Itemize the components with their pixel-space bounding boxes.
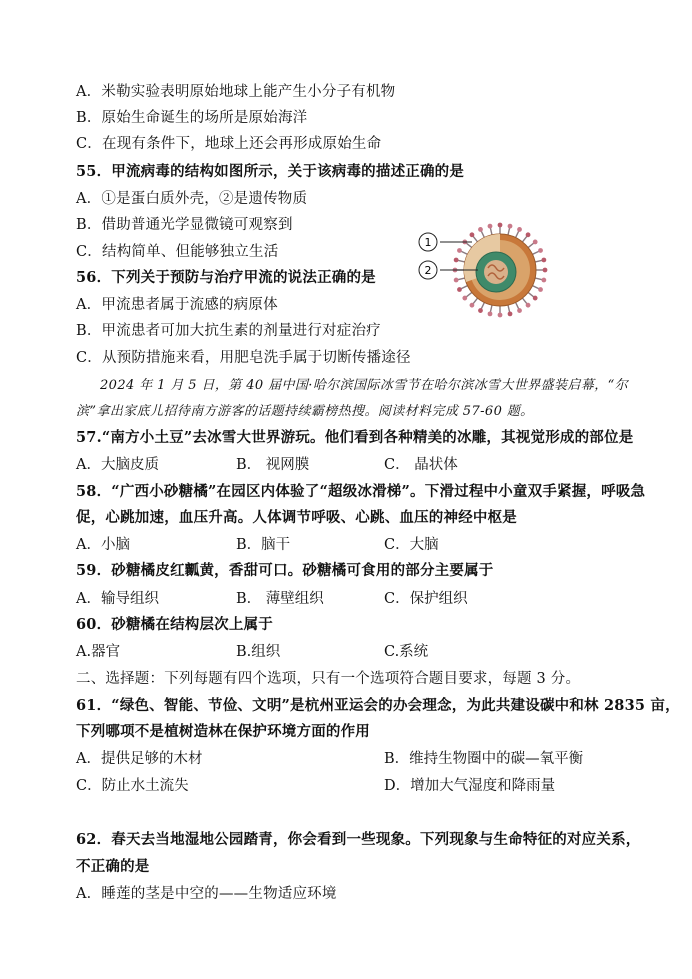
- question-57: 57.“南方小土豆”去冰雪大世界游玩。他们看到各种精美的冰雕，其视觉形成的部位是: [76, 429, 634, 446]
- question-62-line1: 62．春天去当地湿地公园踏青，你会看到一些现象。下列现象与生命特征的对应关系，: [76, 831, 641, 848]
- question-56: 56．下列关于预防与治疗甲流的说法正确的是: [76, 269, 376, 286]
- spike-head: [541, 258, 546, 263]
- reading-passage-line2: 滨”拿出家底儿招待南方游客的话题持续霸榜热搜。阅读材料完成 57-60 题。: [76, 404, 534, 419]
- question-57-option-c: C． 晶状体: [384, 457, 458, 473]
- question-58-option-a: A．小脑: [76, 537, 130, 553]
- option-line: A．米勒实验表明原始地球上能产生小分子有机物: [76, 84, 396, 100]
- spike-head: [454, 258, 459, 263]
- virus-diagram-svg: [410, 222, 550, 322]
- question-55: 55．甲流病毒的结构如图所示，关于该病毒的描述正确的是: [76, 163, 465, 180]
- spike-head: [526, 232, 531, 237]
- spike-head: [498, 313, 503, 318]
- spike-head: [478, 227, 483, 232]
- question-61-option-d: D．增加大气湿度和降雨量: [384, 778, 556, 794]
- spike-head: [517, 308, 522, 313]
- virus-inner-material: [484, 260, 508, 284]
- spike-head: [538, 248, 543, 253]
- spike-head: [457, 248, 462, 253]
- spike-head: [457, 287, 462, 292]
- question-55-option-b: B．借助普通光学显微镜可观察到: [76, 217, 293, 233]
- spike-head: [533, 296, 538, 301]
- question-59: 59．砂糖橘皮红瓤黄，香甜可口。砂糖橘可食用的部分主要属于: [76, 562, 494, 579]
- question-58-option-b: B．脑干: [236, 537, 291, 553]
- question-58-line2: 促，心跳加速，血压升高。人体调节呼吸、心跳、血压的神经中枢是: [76, 509, 517, 526]
- question-60-option-b: B.组织: [236, 644, 281, 660]
- option-line: C．在现有条件下，地球上还会再形成原始生命: [76, 136, 382, 152]
- spike-head: [517, 227, 522, 232]
- question-59-option-b: B． 薄壁组织: [236, 591, 324, 607]
- spike-head: [478, 308, 483, 313]
- question-58-option-c: C．大脑: [384, 537, 439, 553]
- question-56-option-a: A．甲流患者属于流感的病原体: [76, 297, 278, 313]
- label-2-text: 2: [424, 264, 432, 277]
- question-56-option-c: C．从预防措施来看，用肥皂洗手属于切断传播途径: [76, 350, 411, 366]
- question-58-line1: 58．“广西小砂糖橘”在园区内体验了“超级冰滑梯”。下滑过程中小童双手紧握，呼吸急: [76, 483, 646, 500]
- question-56-option-b: B．甲流患者可加大抗生素的剂量进行对症治疗: [76, 323, 381, 339]
- spike-head: [470, 232, 475, 237]
- label-1-text: 1: [424, 236, 432, 249]
- spike-head: [543, 268, 548, 273]
- question-61-option-c: C．防止水土流失: [76, 778, 189, 794]
- spike-head: [533, 240, 538, 245]
- reading-passage-line1: 2024 年 1 月 5 日，第 40 届中国·哈尔滨国际冰雪节在哈尔滨冰雪大世界盛装启幕，“尔: [100, 378, 629, 393]
- option-line: B．原始生命诞生的场所是原始海洋: [76, 110, 308, 126]
- spike-head: [470, 303, 475, 308]
- question-60: 60．砂糖橘在结构层次上属于: [76, 616, 273, 633]
- spike-head: [498, 223, 503, 228]
- question-60-option-c: C.系统: [384, 644, 429, 660]
- spike-head: [538, 287, 543, 292]
- question-60-option-a: A.器官: [76, 644, 121, 660]
- spike-head: [462, 296, 467, 301]
- question-61-line2: 下列哪项不是植树造林在保护环境方面的作用: [76, 723, 370, 740]
- spike-head: [488, 224, 493, 229]
- section-2-heading: 二、选择题：下列每题有四个选项，只有一个选项符合题目要求，每题 3 分。: [76, 671, 581, 687]
- spike-head: [508, 224, 513, 229]
- question-59-option-a: A．输导组织: [76, 591, 159, 607]
- question-62-option-a: A．睡莲的茎是中空的——生物适应环境: [76, 886, 337, 902]
- spike-head: [454, 278, 459, 283]
- spike-head: [526, 303, 531, 308]
- spike-head: [541, 278, 546, 283]
- spike-head: [488, 311, 493, 316]
- question-55-option-a: A．①是蛋白质外壳，②是遗传物质: [76, 191, 308, 207]
- question-59-option-c: C．保护组织: [384, 591, 468, 607]
- influenza-virus-figure: [410, 222, 550, 322]
- question-61-option-b: B．维持生物圈中的碳—氧平衡: [384, 751, 584, 767]
- question-57-option-b: B． 视网膜: [236, 457, 310, 473]
- question-62-line2: 不正确的是: [76, 858, 150, 875]
- question-55-option-c: C．结构简单、但能够独立生活: [76, 244, 279, 260]
- question-61-line1: 61．“绿色、智能、节俭、文明”是杭州亚运会的办会理念，为此共建设碳中和林 2835 亩，: [76, 697, 680, 714]
- question-57-option-a: A．大脑皮质: [76, 457, 159, 473]
- spike-head: [508, 311, 513, 316]
- question-61-option-a: A．提供足够的木材: [76, 751, 203, 767]
